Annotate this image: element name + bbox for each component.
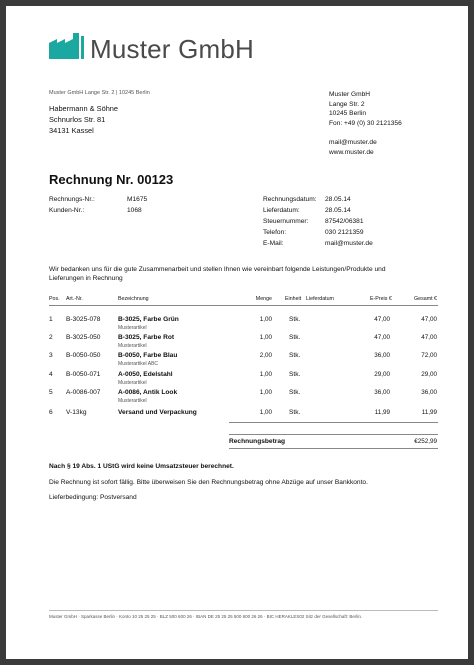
meta-label: E-Mail: <box>263 240 284 247</box>
row-subtitle: Musterartikel <box>118 398 147 404</box>
row-total: 47,00 <box>421 316 437 323</box>
row-unit-price: 36,00 <box>374 352 390 359</box>
factory-logo-icon <box>49 33 85 59</box>
row-subtitle: Musterartikel <box>118 325 147 331</box>
table-header-cell: Bezeichnung <box>118 296 149 302</box>
meta-value: 1068 <box>127 207 142 214</box>
meta-label: Telefon: <box>263 229 287 236</box>
row-quantity: 1,00 <box>259 316 272 323</box>
header-rule <box>49 305 438 306</box>
row-description: A-0050, Edelstahl <box>118 371 173 378</box>
table-header-cell: Einheit <box>285 296 302 302</box>
total-rule-top <box>229 434 438 435</box>
row-unit-price: 47,00 <box>374 334 390 341</box>
row-article-number: V-13kg <box>66 409 87 416</box>
meta-label: Rechnungs-Nr.: <box>49 196 95 203</box>
row-article-number: A-0086-007 <box>66 389 101 396</box>
row-total: 36,00 <box>421 389 437 396</box>
intro-line-1: Wir bedanken uns für die gute Zusammenarbeit und stellen Ihnen wie vereinbart folgende Leistungen/Produkte und <box>49 266 386 273</box>
meta-value: 28.05.14 <box>325 196 351 203</box>
total-rule-bottom <box>229 448 438 449</box>
row-subtitle: Musterartikel <box>118 380 147 386</box>
row-unit: Stk. <box>289 371 301 378</box>
row-article-number: B-3025-050 <box>66 334 101 341</box>
tax-note: Nach § 19 Abs. 1 UStG wird keine Umsatzsteuer berechnet. <box>49 463 234 470</box>
row-description: Versand und Verpackung <box>118 409 197 416</box>
row-position: 3 <box>49 352 53 359</box>
sender-block-line: Lange Str. 2 <box>329 100 365 108</box>
row-position: 1 <box>49 316 53 323</box>
delivery-note: Lieferbedingung: Postversand <box>49 494 137 501</box>
table-header-cell: Pos. <box>49 296 60 302</box>
row-unit: Stk. <box>289 389 301 396</box>
meta-label: Lieferdatum: <box>263 207 300 214</box>
recipient-line: 34131 Kassel <box>49 126 94 135</box>
sender-block-line: www.muster.de <box>329 148 374 156</box>
row-unit: Stk. <box>289 352 301 359</box>
row-subtitle: Musterartikel <box>118 343 147 349</box>
meta-label: Kunden-Nr.: <box>49 207 85 214</box>
sender-line: Muster GmbH Lange Str. 2 | 10245 Berlin <box>49 90 150 96</box>
company-name: Muster GmbH <box>90 34 255 64</box>
footer-bank-info: Muster GmbH · Sparkasse Berlin · Konto 10 25 25 25 · BLZ 500 600 26 · IBAN DE 25 25 25 500 600 26 26 · BIC HERAKLES02 Sitz der Gesellschaft: Berlin. <box>49 614 363 619</box>
meta-value: M1675 <box>127 196 148 203</box>
footer-rule <box>49 610 438 611</box>
row-quantity: 1,00 <box>259 409 272 416</box>
row-quantity: 2,00 <box>259 352 272 359</box>
row-unit-price: 29,00 <box>374 371 390 378</box>
row-subtitle: Musterartikel ABC <box>118 361 159 367</box>
recipient-line: Habermann & Söhne <box>49 104 119 113</box>
row-description: B-0050, Farbe Blau <box>118 352 178 359</box>
table-header-cell: Menge <box>255 296 272 302</box>
row-unit-price: 11,99 <box>374 409 390 416</box>
meta-value: 030 2121359 <box>325 229 364 236</box>
row-position: 2 <box>49 334 53 341</box>
sender-block-line: Fon: +49 (0) 30 2121356 <box>329 119 402 127</box>
total-value: €252,99 <box>414 438 437 445</box>
meta-label: Steuernummer: <box>263 218 309 225</box>
row-position: 4 <box>49 371 53 378</box>
row-unit: Stk. <box>289 334 301 341</box>
table-header-cell: E-Preis € <box>370 296 392 302</box>
row-description: A-0086, Antik Look <box>118 389 178 396</box>
row-unit: Stk. <box>289 409 301 416</box>
row-total: 11,99 <box>421 409 437 416</box>
row-total: 72,00 <box>421 352 437 359</box>
invoice-title: Rechnung Nr. 00123 <box>49 172 174 187</box>
row-quantity: 1,00 <box>259 334 272 341</box>
row-position: 5 <box>49 389 53 396</box>
row-total: 29,00 <box>421 371 437 378</box>
sender-block-line: mail@muster.de <box>329 139 377 146</box>
recipient-line: Schnurlos Str. 81 <box>49 115 106 124</box>
payment-note: Die Rechnung ist sofort fällig. Bitte überweisen Sie den Rechnungsbetrag ohne Abzüge auf unser Bankkonto. <box>49 479 368 486</box>
row-unit-price: 47,00 <box>374 316 390 323</box>
table-header-cell: Lieferdatum <box>306 296 334 302</box>
row-article-number: B-0050-071 <box>66 371 101 378</box>
row-total: 47,00 <box>421 334 437 341</box>
total-label: Rechnungsbetrag <box>229 438 286 445</box>
intro-line-2: Lieferungen in Rechnung <box>49 275 123 282</box>
row-unit: Stk. <box>289 316 301 323</box>
table-header-cell: Gesamt € <box>414 296 437 302</box>
row-unit-price: 36,00 <box>374 389 390 396</box>
sender-block-line: Muster GmbH <box>329 91 371 98</box>
row-description: B-3025, Farbe Grün <box>118 316 179 323</box>
row-description: B-3025, Farbe Rot <box>118 334 175 341</box>
row-article-number: B-0050-050 <box>66 352 101 359</box>
row-quantity: 1,00 <box>259 389 272 396</box>
row-article-number: B-3025-078 <box>66 316 101 323</box>
row-quantity: 1,00 <box>259 371 272 378</box>
subtotal-rule <box>229 422 438 423</box>
sender-block-line: 10245 Berlin <box>329 110 367 118</box>
meta-value: 28.05.14 <box>325 207 351 214</box>
row-position: 6 <box>49 409 53 416</box>
table-header-cell: Art.-Nr. <box>66 296 83 302</box>
meta-label: Rechnungsdatum: <box>263 196 317 203</box>
meta-value: mail@muster.de <box>325 240 373 247</box>
meta-value: 87542/06381 <box>325 218 364 225</box>
